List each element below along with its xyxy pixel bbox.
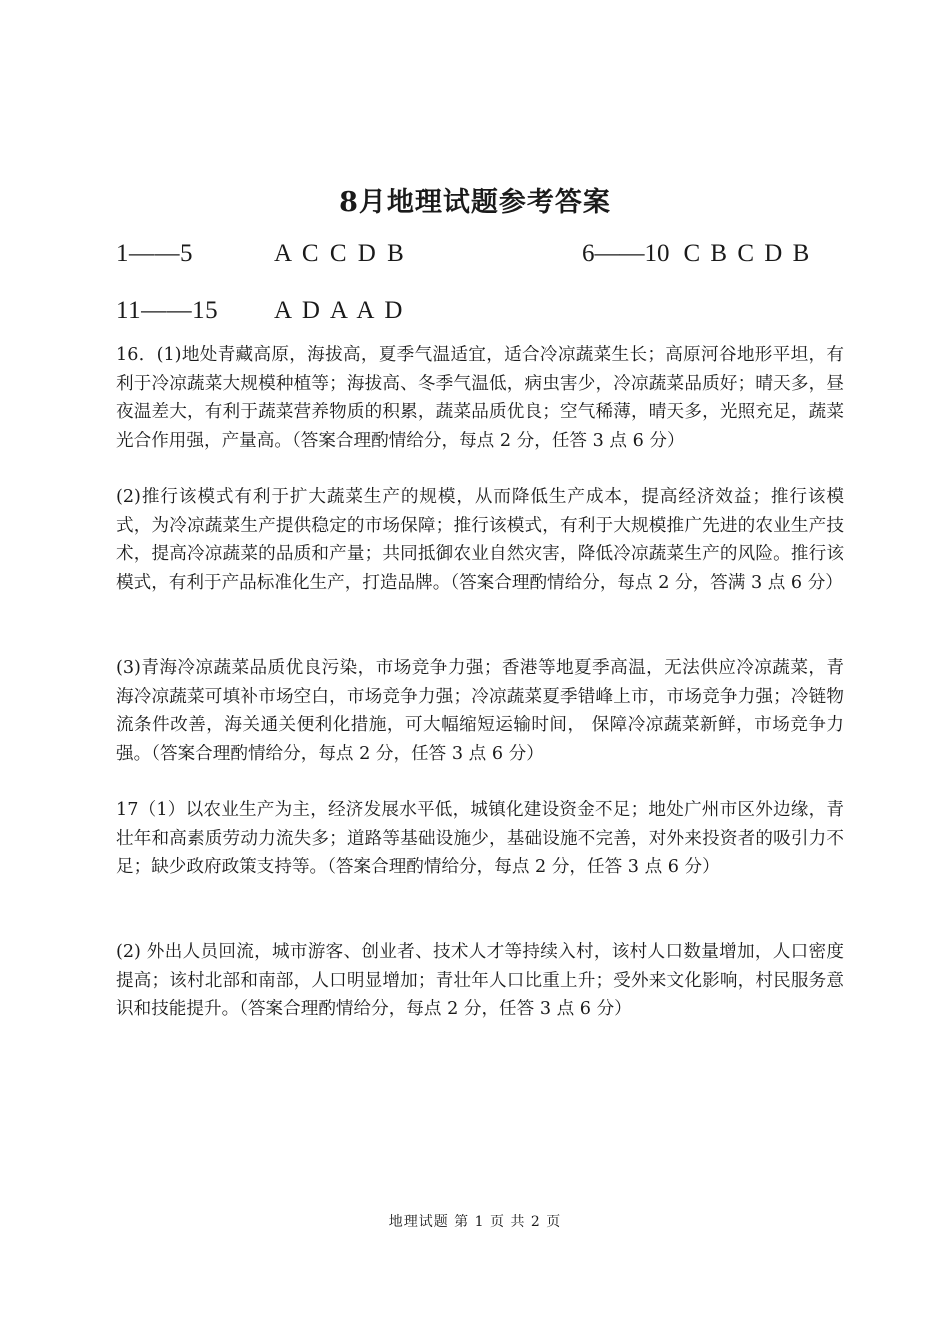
q17-part2-answer: (2) 外出人员回流，城市游客、创业者、技术人才等持续入村，该村人口数量增加，人口密度提高；该村北部和南部，人口明显增加；青壮年人口比重上升；受外来文化影响，村民服务意识和技能提升。（答案合理酌情给分，每点 2 分，任答 3 点 6 分） [116, 942, 844, 1020]
mc-answers: C B C D B [683, 240, 810, 267]
mc-range: 11——15 [116, 297, 219, 324]
q16-part1-answer: 16．(1)地处青藏高原，海拔高，夏季气温适宜，适合冷凉蔬菜生长；高原河谷地形平坦，有利于冷凉蔬菜大规模种植等；海拔高、冬季气温低，病虫害少，冷凉蔬菜品质好；晴天多，昼夜温差大，有利于蔬菜营养物质的积累，蔬菜品质优良；空气稀薄，晴天多，光照充足，蔬菜光合作用强，产量高。（答案合理酌情给分，每点 2 分，任答 3 点 6 分） [116, 345, 844, 451]
q17-part1-answer: 17（1）以农业生产为主，经济发展水平低，城镇化建设资金不足；地处广州市区外边缘，青壮年和高素质劳动力流失多；道路等基础设施少，基础设施不完善，对外来投资者的吸引力不足；缺少政府政策支持等。（答案合理酌情给分，每点 2 分，任答 3 点 6 分） [116, 800, 844, 878]
page-footer: 地理试题 第 1 页 共 2 页 [388, 1214, 562, 1230]
mc-answer-row-1-5 [116, 240, 404, 268]
mc-answer-row-6-10 [582, 240, 809, 268]
page-title: 8月地理试题参考答案 [339, 187, 611, 218]
mc-answers: A C C D B [274, 240, 405, 267]
q16-part2-answer: (2)推行该模式有利于扩大蔬菜生产的规模，从而降低生产成本，提高经济效益；推行该模式，为冷凉蔬菜生产提供稳定的市场保障；推行该模式，有利于大规模推广先进的农业生产技术，提高冷凉蔬菜的品质和产量；共同抵御农业自然灾害，降低冷凉蔬菜生产的风险。推行该模式，有利于产品标准化生产，打造品牌。（答案合理酌情给分，每点 2 分，答满 3 点 6 分） [116, 487, 844, 593]
mc-answers: A D A A D [274, 297, 403, 324]
mc-range: 6——10 [582, 240, 670, 267]
mc-range: 1——5 [116, 240, 193, 267]
q16-part3-answer: (3)青海冷凉蔬菜品质优良污染，市场竞争力强；香港等地夏季高温，无法供应冷凉蔬菜，青海冷凉蔬菜可填补市场空白，市场竞争力强；冷凉蔬菜夏季错峰上市，市场竞争力强；冷链物流条件改善，海关通关便利化措施，可大幅缩短运输时间， 保障冷凉蔬菜新鲜，市场竞争力强。（答案合理酌情给分，每点 2 分，任答 3 点 6 分） [116, 658, 844, 764]
mc-answer-row-11-15 [116, 297, 403, 325]
